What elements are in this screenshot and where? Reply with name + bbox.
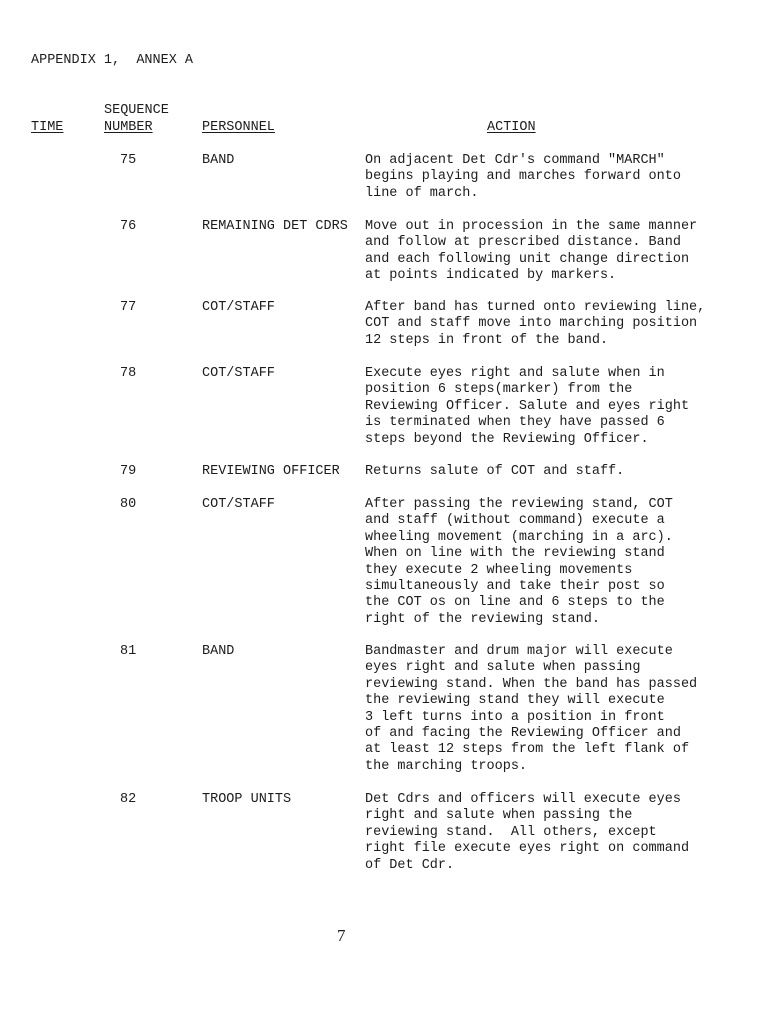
action-cell: After band has turned onto reviewing line, COT and staff move into marching position 12 steps in front of the band. <box>365 300 706 348</box>
sequence-number: 75 <box>120 153 137 168</box>
action-cell: On adjacent Det Cdr's command "MARCH" begins playing and marches forward onto line of march. <box>365 153 681 201</box>
personnel-cell: COT/STAFF <box>202 366 275 381</box>
column-header-action: ACTION <box>487 120 536 135</box>
personnel-cell: REMAINING DET CDRS <box>202 219 348 234</box>
sequence-number: 79 <box>120 464 137 479</box>
sequence-number: 80 <box>120 497 137 512</box>
appendix-label: APPENDIX 1, <box>31 53 121 68</box>
document-header <box>31 53 193 69</box>
sequence-number: 76 <box>120 219 137 234</box>
personnel-cell: REVIEWING OFFICER <box>202 464 340 479</box>
action-cell: Det Cdrs and officers will execute eyes right and salute when passing the reviewing stand. All others, except right file execute eyes right on command of Det Cdr. <box>365 792 690 873</box>
page-number: 7 <box>337 926 346 945</box>
column-header-time: TIME <box>31 120 64 135</box>
personnel-cell: TROOP UNITS <box>202 792 292 807</box>
personnel-cell: COT/STAFF <box>202 497 275 512</box>
personnel-cell: BAND <box>202 644 235 659</box>
action-cell: Move out in procession in the same manner and follow at prescribed distance. Band and each following unit change direction at points indicated by markers. <box>365 219 698 284</box>
sequence-number: 78 <box>120 366 137 381</box>
column-header-sequence-line1: SEQUENCE <box>104 103 169 118</box>
sequence-number: 81 <box>120 644 137 659</box>
annex-label: ANNEX A <box>136 53 194 68</box>
column-header-sequence-line2: NUMBER <box>104 120 153 135</box>
personnel-cell: BAND <box>202 153 235 168</box>
action-cell: After passing the reviewing stand, COT and staff (without command) execute a wheeling movement (marching in a arc). When on line with the reviewing stand they execute 2 wheeling movements simultaneously and take their post so the COT os on line and 6 steps to the right of the reviewing stand. <box>365 497 673 627</box>
personnel-cell: COT/STAFF <box>202 300 275 315</box>
column-header-personnel: PERSONNEL <box>202 120 275 135</box>
sequence-number: 77 <box>120 300 137 315</box>
sequence-number: 82 <box>120 792 137 807</box>
action-cell: Execute eyes right and salute when in position 6 steps(marker) from the Reviewing Officer. Salute and eyes right is terminated when they have passed 6 steps beyond the Reviewing Officer. <box>365 366 690 447</box>
action-cell: Bandmaster and drum major will execute eyes right and salute when passing reviewing stand. When the band has passed the reviewing stand they will execute 3 left turns into a position in front of and facing the Reviewing Officer and at least 12 steps from the left flank of the marching troops. <box>365 644 698 774</box>
action-cell: Returns salute of COT and staff. <box>365 464 625 479</box>
